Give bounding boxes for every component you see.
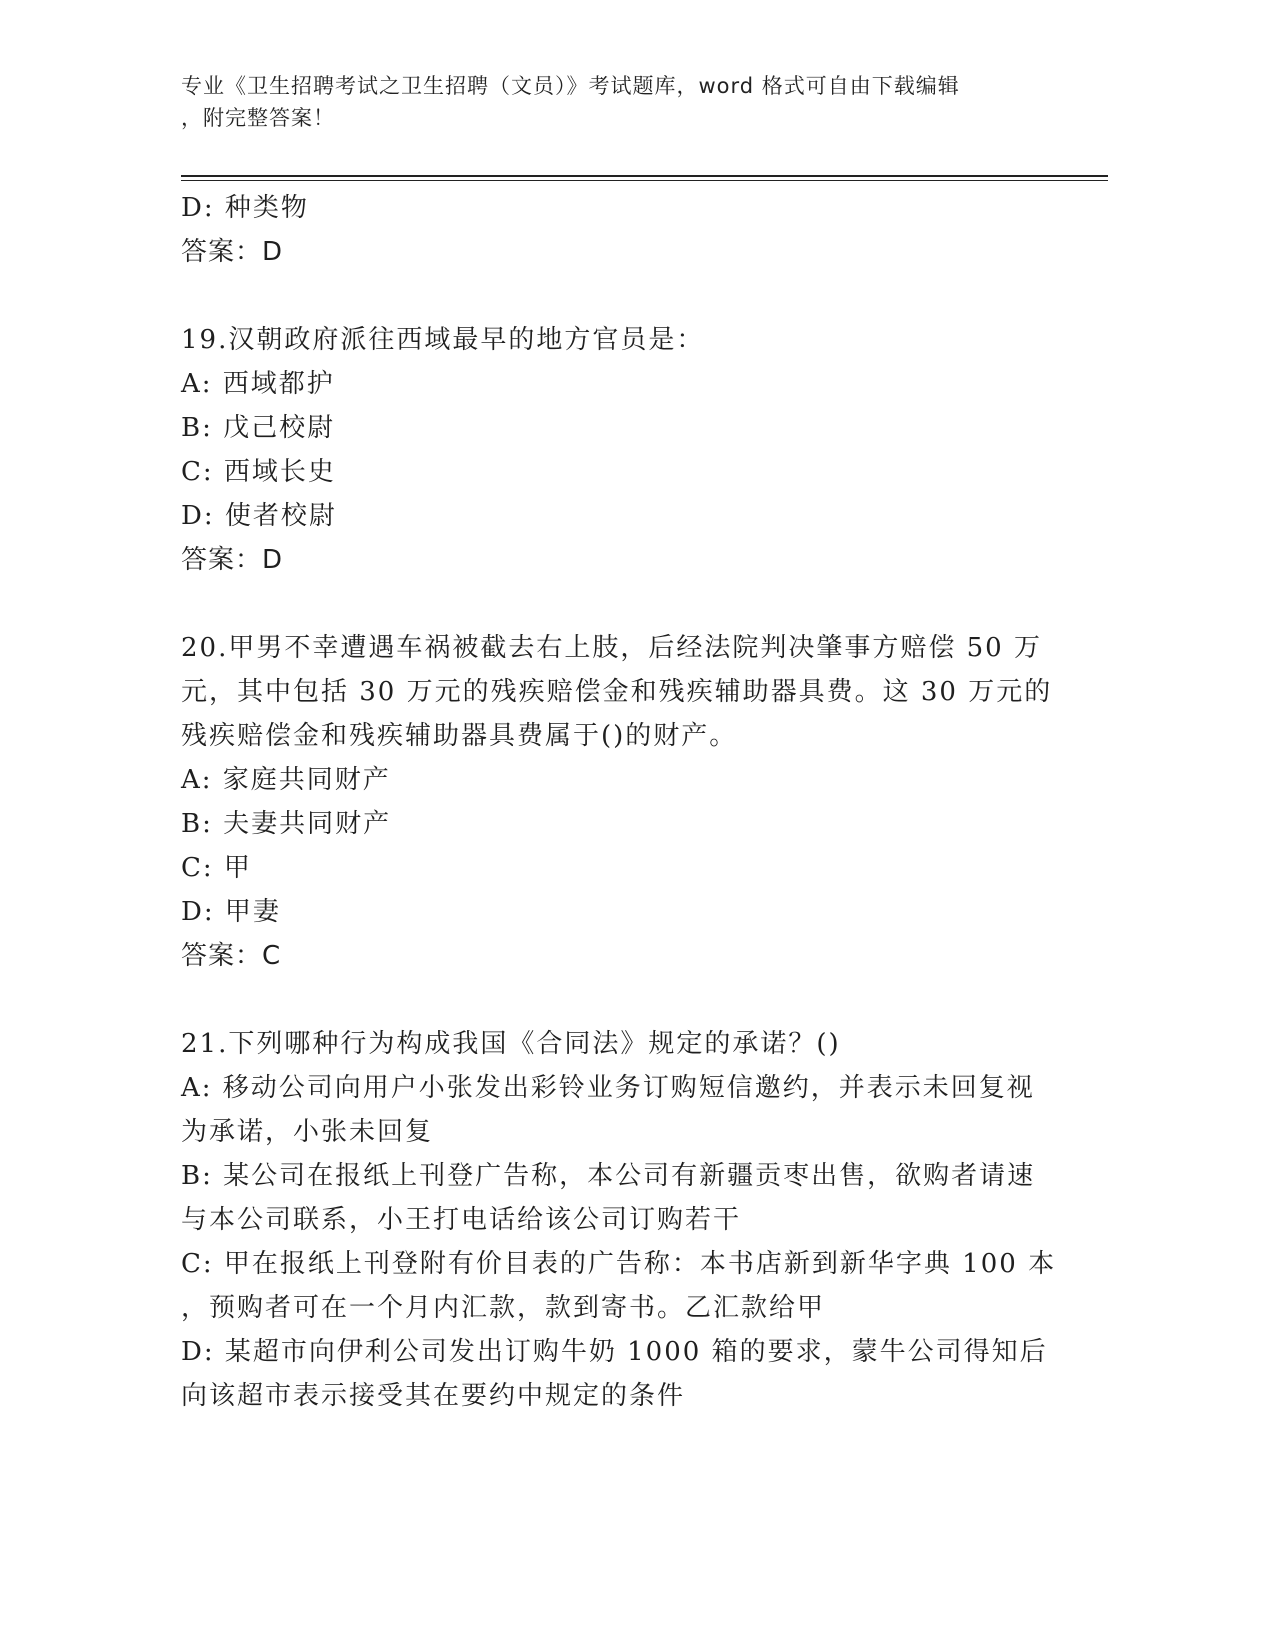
question-19 [181,318,1061,582]
question-21 [181,1022,1061,1418]
option-c-line: ，预购者可在一个月内汇款，款到寄书。乙汇款给甲 [181,1293,826,1323]
question-list [181,186,1061,1418]
option-d: D: 甲妻 [181,897,281,927]
option-d: D: 使者校尉 [181,501,337,531]
document-header [181,70,1031,134]
spacer [181,274,1061,318]
header-divider-thick [181,175,1108,177]
option-a-line: 为承诺，小张未回复 [181,1117,434,1147]
answer-line: 答案：D [181,545,284,575]
answer-line: 答案：C [181,941,282,971]
header-line-1: 专业《卫生招聘考试之卫生招聘（文员）》考试题库，word 格式可自由下载编辑 [181,74,960,98]
question-stem-line: 元，其中包括 30 万元的残疾赔偿金和残疾辅助器具费。这 30 万元的 [181,677,1053,707]
option-b-line: B: 某公司在报纸上刊登广告称，本公司有新疆贡枣出售，欲购者请速 [181,1161,1036,1191]
question-20 [181,626,1061,978]
option-d: D: 种类物 [181,193,309,223]
question-stem-line: 残疾赔偿金和残疾辅助器具费属于()的财产。 [181,721,738,751]
option-c: C: 西域长史 [181,457,336,487]
option-b: B: 夫妻共同财产 [181,809,392,839]
option-a: A: 家庭共同财产 [181,765,391,795]
question-stem-line: 20.甲男不幸遭遇车祸被截去右上肢，后经法院判决肇事方赔偿 50 万 [181,633,1042,663]
header-divider-thin [181,180,1108,181]
spacer [181,978,1061,1022]
previous-question-tail [181,186,1061,274]
option-c: C: 甲 [181,853,252,883]
option-c-line: C: 甲在报纸上刊登附有价目表的广告称：本书店新到新华字典 100 本 [181,1249,1057,1279]
option-a: A: 西域都护 [181,369,335,399]
spacer [181,582,1061,626]
option-b-line: 与本公司联系，小王打电话给该公司订购若干 [181,1205,742,1235]
question-stem: 21.下列哪种行为构成我国《合同法》规定的承诺？() [181,1029,841,1059]
option-d-line: D: 某超市向伊利公司发出订购牛奶 1000 箱的要求，蒙牛公司得知后 [181,1337,1048,1367]
header-line-2: ，附完整答案！ [181,106,335,130]
option-a-line: A: 移动公司向用户小张发出彩铃业务订购短信邀约，并表示未回复视 [181,1073,1035,1103]
question-stem: 19.汉朝政府派往西域最早的地方官员是： [181,325,705,355]
answer-line: 答案：D [181,237,284,267]
option-b: B: 戊己校尉 [181,413,336,443]
option-d-line: 向该超市表示接受其在要约中规定的条件 [181,1381,686,1411]
